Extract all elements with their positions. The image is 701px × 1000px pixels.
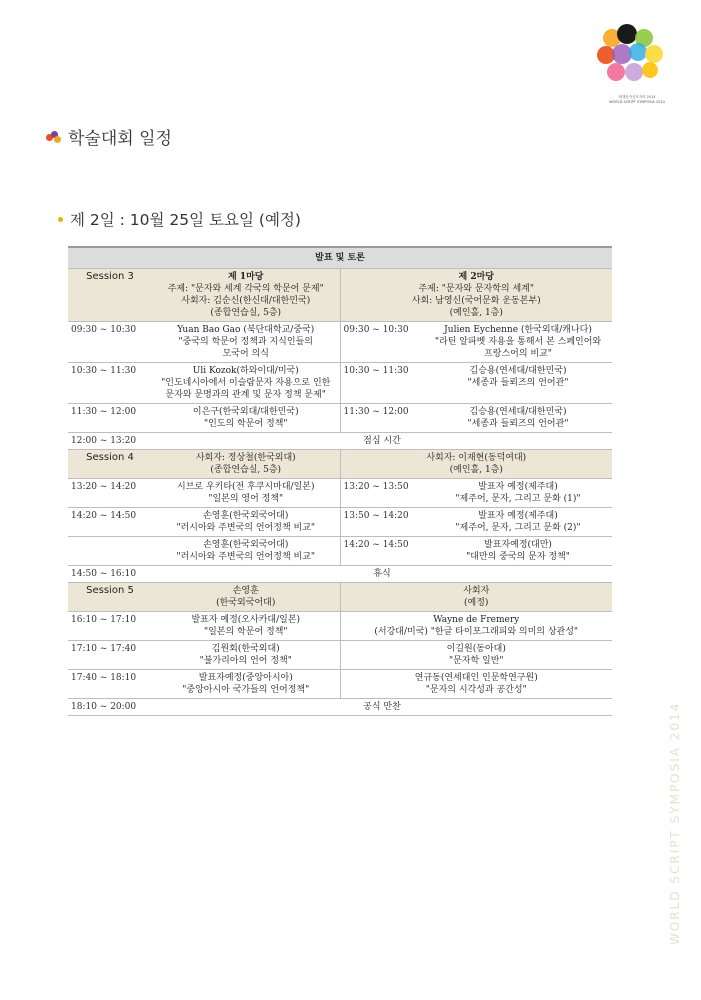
table-row (68, 322, 612, 363)
session-label: Session 5 (68, 583, 152, 612)
time-cell: 17:10 ~ 17:40 (68, 641, 152, 670)
side-watermark (668, 701, 698, 975)
session-3-header (68, 269, 612, 322)
talk-cell: 발표자 예정(오사카대/일본) "일본의 학문어 정책" (152, 612, 340, 641)
time-cell: 12:00 ~ 13:20 (68, 433, 152, 450)
talk-cell: 이길원(동아대) "문자학 일반" (340, 641, 612, 670)
talk-cell: 발표자 예정(제주대) "제주어, 문자, 그리고 문화 (2)" (424, 508, 612, 537)
talk-cell: 이은구(한국외대/대한민국) "인도의 학문어 정책" (152, 404, 340, 433)
time-cell: 16:10 ~ 17:10 (68, 612, 152, 641)
talk-cell: 김승용(연세대/대한민국) "세종과 들뢰즈의 언어관" (424, 363, 612, 404)
table-row (68, 641, 612, 670)
section-title-text: 학술대회 일정 (68, 129, 172, 149)
table-row (68, 479, 612, 508)
table-row (68, 363, 612, 404)
table-row (68, 612, 612, 641)
time-cell: 14:50 ~ 16:10 (68, 566, 152, 583)
talk-cell: Julien Eychenne (한국외대/캐나다) "라틴 알파벳 자용을 통해서 본 스페인어와 프랑스어의 비교" (424, 322, 612, 363)
talk-cell: Wayne de Fremery (서강대/미국) "한글 타이포그래피와 의미의 상관성" (340, 612, 612, 641)
table-row (68, 670, 612, 699)
session-4-right-info: 사회자: 이재현(동덕여대) (예인홀, 1층) (340, 450, 612, 479)
dinner-label: 공식 만찬 (152, 699, 612, 716)
time-cell: 13:20 ~ 14:20 (68, 479, 152, 508)
session-label: Session 4 (68, 450, 152, 479)
lunch-label: 점심 시간 (152, 433, 612, 450)
colored-dots-icon (46, 131, 62, 143)
talk-cell: 발표자예정(대만) "대만의 중국의 문자 정책" (424, 537, 612, 566)
talk-cell: 김승용(연세대/대한민국) "세종과 들뢰즈의 언어관" (424, 404, 612, 433)
table-row (68, 508, 612, 537)
time-cell: 11:30 ~ 12:00 (340, 404, 424, 433)
time-cell: 09:30 ~ 10:30 (340, 322, 424, 363)
talk-cell: 시브로 우키타(전 후쿠시마대/일본) "일본의 영어 정책" (152, 479, 340, 508)
talk-cell: 손영훈(한국외국어대) "러시아와 주변국의 언어정책 비교" (152, 508, 340, 537)
session-4-header (68, 450, 612, 479)
break-row (68, 566, 612, 583)
day-title-text: 제 2일 : 10월 25일 토요일 (예정) (70, 211, 301, 229)
time-cell: 14:20 ~ 14:50 (340, 537, 424, 566)
schedule-table (68, 246, 612, 716)
time-cell: 14:20 ~ 14:50 (68, 508, 152, 537)
session-5-left-info: 손영훈 (한국외국어대) (152, 583, 340, 612)
side-watermark-text: WORLD SCRIPT SYMPOSIA 2014 (668, 701, 682, 945)
symposium-logo (592, 22, 668, 92)
break-label: 휴식 (152, 566, 612, 583)
talk-cell: 손영훈(한국외국어대) "러시아와 주변국의 언어정책 비교" (152, 537, 340, 566)
section-title (46, 124, 172, 149)
session-5-right-info: 사회자 (예정) (340, 583, 612, 612)
session-3-right-info: 제 2마당 주제: "문자와 문자학의 세계" 사회: 남영신(국어문화 운동본부) (예인홀, 1층) (340, 269, 612, 322)
bullet-icon (58, 217, 63, 222)
time-cell (68, 537, 152, 566)
talk-cell: 발표자예정(중앙아시아) "중앙아시아 국가들의 언어정책" (152, 670, 340, 699)
table-header: 발표 및 토론 (68, 247, 612, 269)
table-row (68, 537, 612, 566)
time-cell: 13:20 ~ 13:50 (340, 479, 424, 508)
day-title (58, 208, 301, 230)
talk-cell: 발표자 예정(제주대) "제주어, 문자, 그리고 문화 (1)" (424, 479, 612, 508)
time-cell: 11:30 ~ 12:00 (68, 404, 152, 433)
talk-cell: 김원회(한국외대) "불가리아의 언어 정책" (152, 641, 340, 670)
time-cell: 13:50 ~ 14:20 (340, 508, 424, 537)
talk-cell: 연규동(연세대인 인문학연구원) "문자의 시각성과 공간성" (340, 670, 612, 699)
logo-caption: 세계문자심포지아 2014 WORLD SCRIPT SYMPOSIA 2014 (609, 95, 665, 104)
time-cell: 17:40 ~ 18:10 (68, 670, 152, 699)
session-label: Session 3 (68, 269, 152, 322)
table-row (68, 404, 612, 433)
session-3-left-info: 제 1마당 주제: "문자와 세계 각국의 학문어 문제" 사회자: 김순신(한신대/대한민국) (종합연습실, 5층) (152, 269, 340, 322)
session-4-left-info: 사회자: 정상철(한국외대) (종합연습실, 5층) (152, 450, 340, 479)
time-cell: 09:30 ~ 10:30 (68, 322, 152, 363)
talk-cell: Yuan Bao Gao (북단대학교/중국) "중국의 학문어 정책과 지식인들의 모국어 의식 (152, 322, 340, 363)
talk-cell: Uli Kozok(하와이대/미국) "인도네시아에서 이슬람문자 자용으로 인한 문자와 문명과의 관계 및 문자 정책 문제" (152, 363, 340, 404)
time-cell: 18:10 ~ 20:00 (68, 699, 152, 716)
time-cell: 10:30 ~ 11:30 (340, 363, 424, 404)
dinner-row (68, 699, 612, 716)
session-5-header (68, 583, 612, 612)
lunch-row (68, 433, 612, 450)
time-cell: 10:30 ~ 11:30 (68, 363, 152, 404)
